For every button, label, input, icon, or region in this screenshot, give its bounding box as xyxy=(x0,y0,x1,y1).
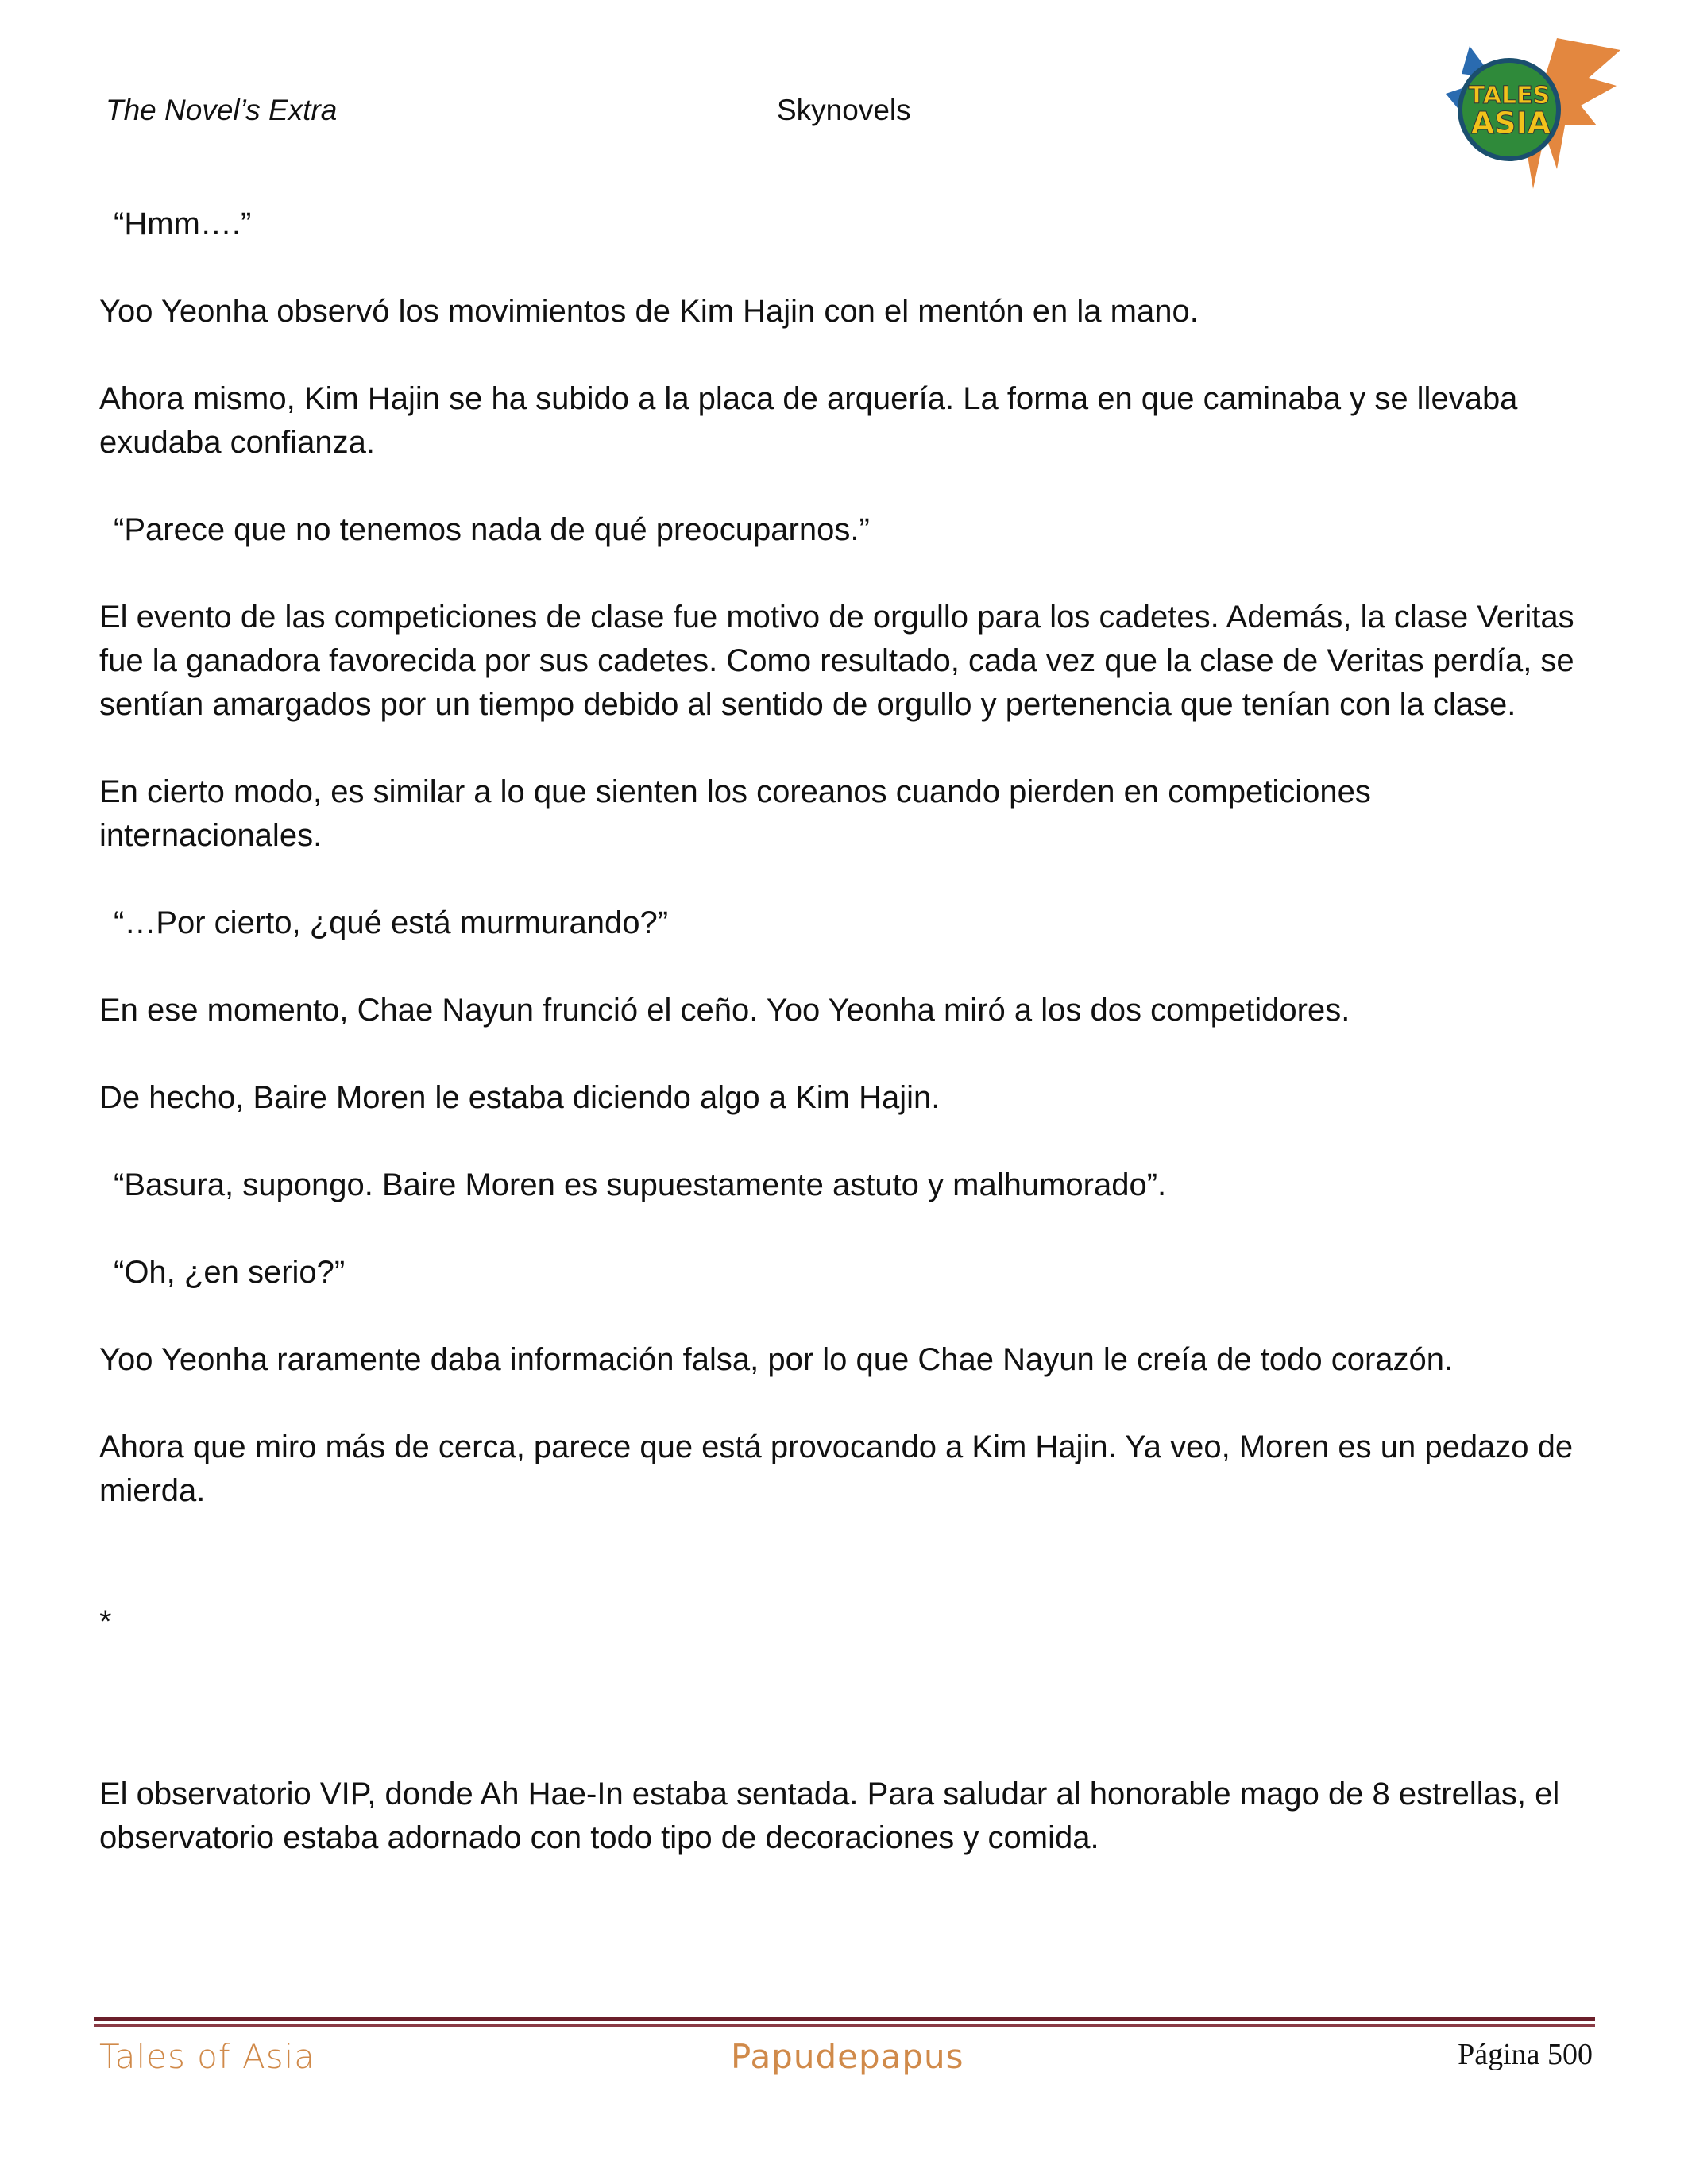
paragraph: “Parece que no tenemos nada de qué preocuparnos.” xyxy=(114,512,870,547)
paragraph: De hecho, Baire Moren le estaba diciendo algo a Kim Hajin. xyxy=(99,1080,941,1115)
paragraph: Ahora mismo, Kim Hajin se ha subido a la placa de arquería. La forma en que caminaba y se llevaba exudaba confianza. xyxy=(99,381,1518,460)
paragraph: En cierto modo, es similar a lo que sienten los coreanos cuando pierden en competiciones internacionales. xyxy=(99,774,1371,853)
header-site-name: Skynovels xyxy=(777,94,911,126)
footer-divider-thin xyxy=(94,2024,1595,2027)
scene-separator: * xyxy=(99,1604,112,1639)
paragraph: “Basura, supongo. Baire Moren es supuestamente astuto y malhumorado”. xyxy=(114,1167,1167,1202)
logo-text-tales: TALES xyxy=(1468,82,1551,110)
paragraph: Yoo Yeonha raramente daba información falsa, por lo que Chae Nayun le creía de todo corazón. xyxy=(99,1342,1454,1377)
paragraph: El observatorio VIP, donde Ah Hae-In estaba sentada. Para saludar al honorable mago de 8 estrellas, el observatorio estaba adornado con todo tipo de decoraciones y comida. xyxy=(99,1777,1560,1855)
footer-source: Tales of Asia xyxy=(99,2037,316,2076)
logo-text-asia: ASIA xyxy=(1470,106,1551,141)
paragraph: El evento de las competiciones de clase fue motivo de orgullo para los cadetes. Además, la clase Veritas fue la ganadora favorecida por sus cadetes. Como resultado, cada vez que la clase de Veritas perdía, se sentían amargados por un tiempo debido al sentido de orgullo y pertenencia que tenían con la clase. xyxy=(99,600,1574,722)
tales-of-asia-logo xyxy=(1438,30,1620,201)
paragraph: “Oh, ¿en serio?” xyxy=(114,1255,346,1290)
page-number: Página 500 xyxy=(1458,2038,1593,2071)
paragraph: En ese momento, Chae Nayun frunció el ceño. Yoo Yeonha miró a los dos competidores. xyxy=(99,993,1350,1028)
chapter-body xyxy=(99,203,1593,1904)
paragraph: Ahora que miro más de cerca, parece que está provocando a Kim Hajin. Ya veo, Moren es un pedazo de mierda. xyxy=(99,1430,1574,1508)
paragraph: “…Por cierto, ¿qué está murmurando?” xyxy=(114,905,669,940)
footer-translator: Papudepapus xyxy=(731,2037,964,2076)
footer-divider xyxy=(94,2017,1595,2021)
header-novel-title: The Novel’s Extra xyxy=(106,94,338,126)
paragraph: Yoo Yeonha observó los movimientos de Kim Hajin con el mentón en la mano. xyxy=(99,294,1199,329)
paragraph: “Hmm….” xyxy=(114,206,252,241)
